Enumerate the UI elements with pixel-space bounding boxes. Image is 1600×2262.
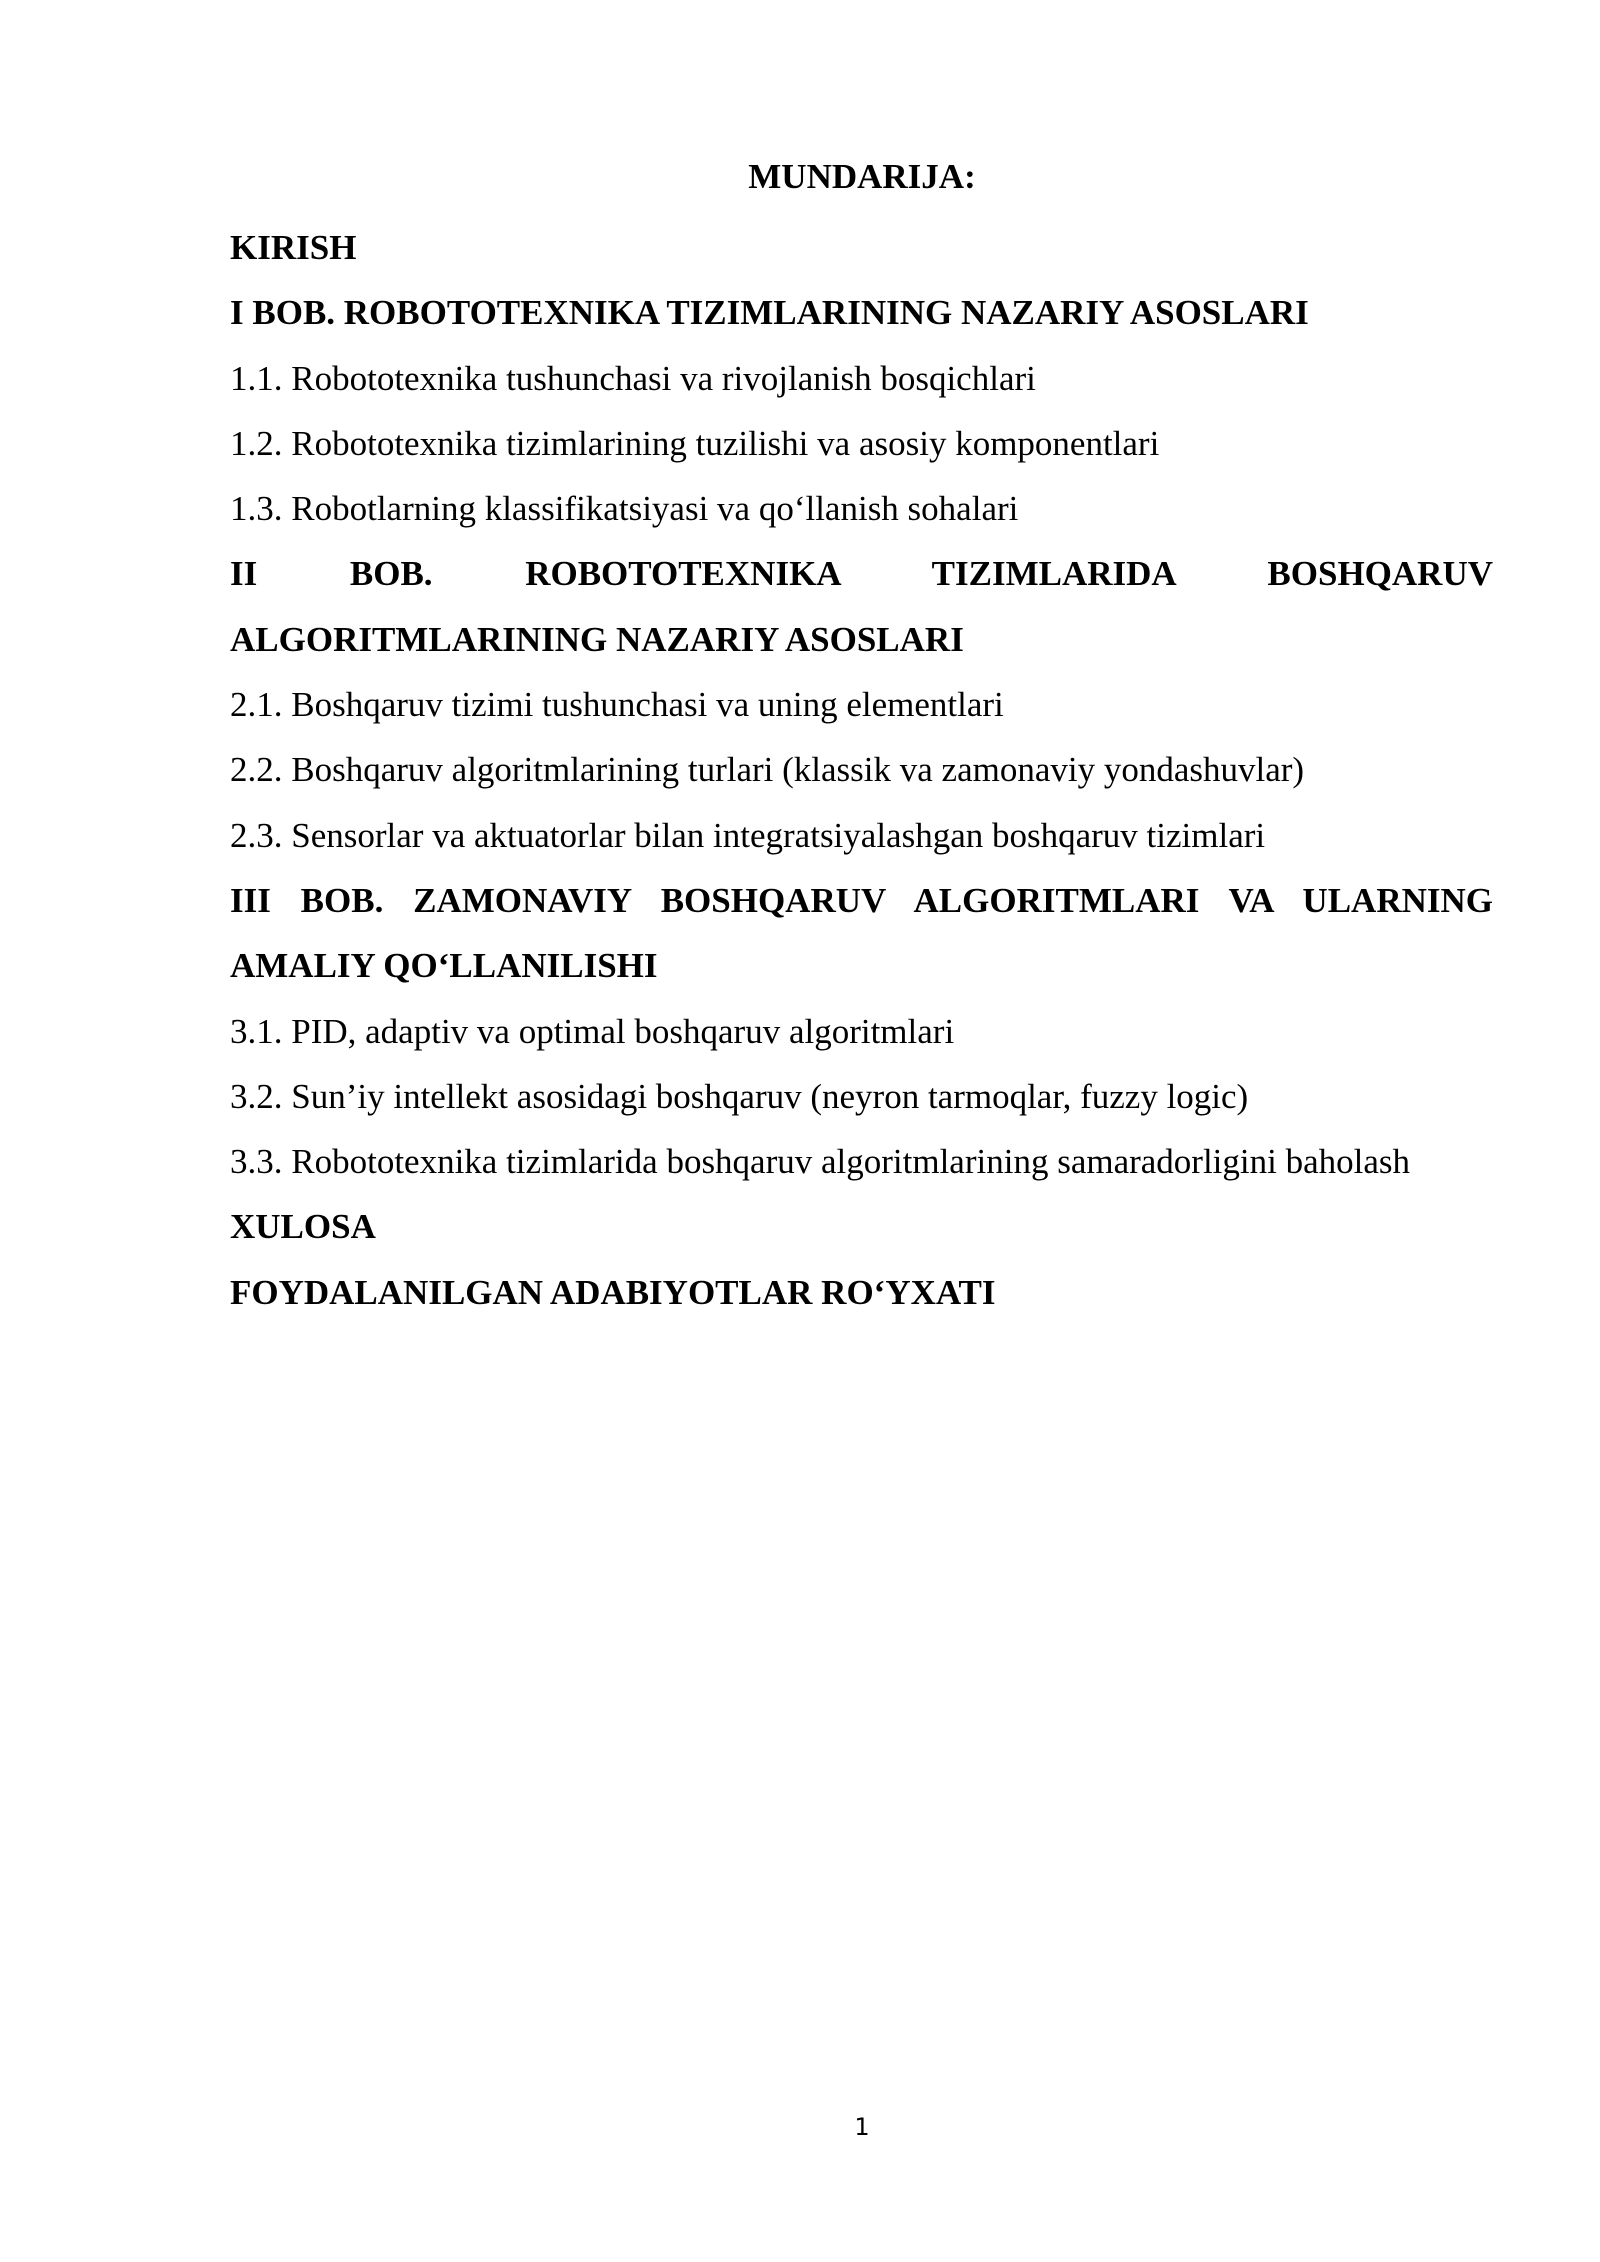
toc-section-3-3: 3.3. Robototexnika tizimlarida boshqaruv algoritmlarining samaradorligini baholash xyxy=(230,1142,1411,1182)
toc-entry-introduction: KIRISH xyxy=(230,228,357,267)
toc-chapter-2: II BOB. ROBOTOTEXNIKA TIZIMLARIDA BOSHQARUV ALGORITMLARINING NAZARIY ASOSLARI xyxy=(230,554,1493,659)
toc-chapter-1: I BOB. ROBOTOTEXNIKA TIZIMLARINING NAZARIY ASOSLARI xyxy=(230,293,1309,333)
toc-entry-bibliography: FOYDALANILGAN ADABIYOTLAR RO‘YXATI xyxy=(230,1272,996,1312)
table-of-contents xyxy=(230,215,1493,1325)
toc-section-3-1: 3.1. PID, adaptiv va optimal boshqaruv algoritmlari xyxy=(230,1011,955,1051)
page-title: MUNDARIJA: xyxy=(748,157,976,196)
toc-entry-conclusion: XULOSA xyxy=(230,1207,376,1247)
toc-section-1-1: 1.1. Robototexnika tushunchasi va rivojlanish bosqichlari xyxy=(230,358,1036,398)
toc-section-3-2: 3.2. Sun’iy intellekt asosidagi boshqaruv (neyron tarmoqlar, fuzzy logic) xyxy=(230,1076,1249,1116)
toc-section-2-2: 2.2. Boshqaruv algoritmlarining turlari (klassik va zamonaviy yondashuvlar) xyxy=(230,750,1305,790)
toc-section-1-3: 1.3. Robotlarning klassifikatsiyasi va qo‘llanish sohalari xyxy=(230,489,1019,529)
toc-section-1-2: 1.2. Robototexnika tizimlarining tuzilishi va asosiy komponentlari xyxy=(230,423,1160,463)
toc-section-2-3: 2.3. Sensorlar va aktuatorlar bilan integratsiyalashgan boshqaruv tizimlari xyxy=(230,815,1266,855)
toc-section-2-1: 2.1. Boshqaruv tizimi tushunchasi va uning elementlari xyxy=(230,685,1004,725)
toc-chapter-3: III BOB. ZAMONAVIY BOSHQARUV ALGORITMLARI VA ULARNING AMALIY QO‘LLANILISHI xyxy=(230,880,1493,986)
page-number: 1 xyxy=(854,2113,870,2141)
